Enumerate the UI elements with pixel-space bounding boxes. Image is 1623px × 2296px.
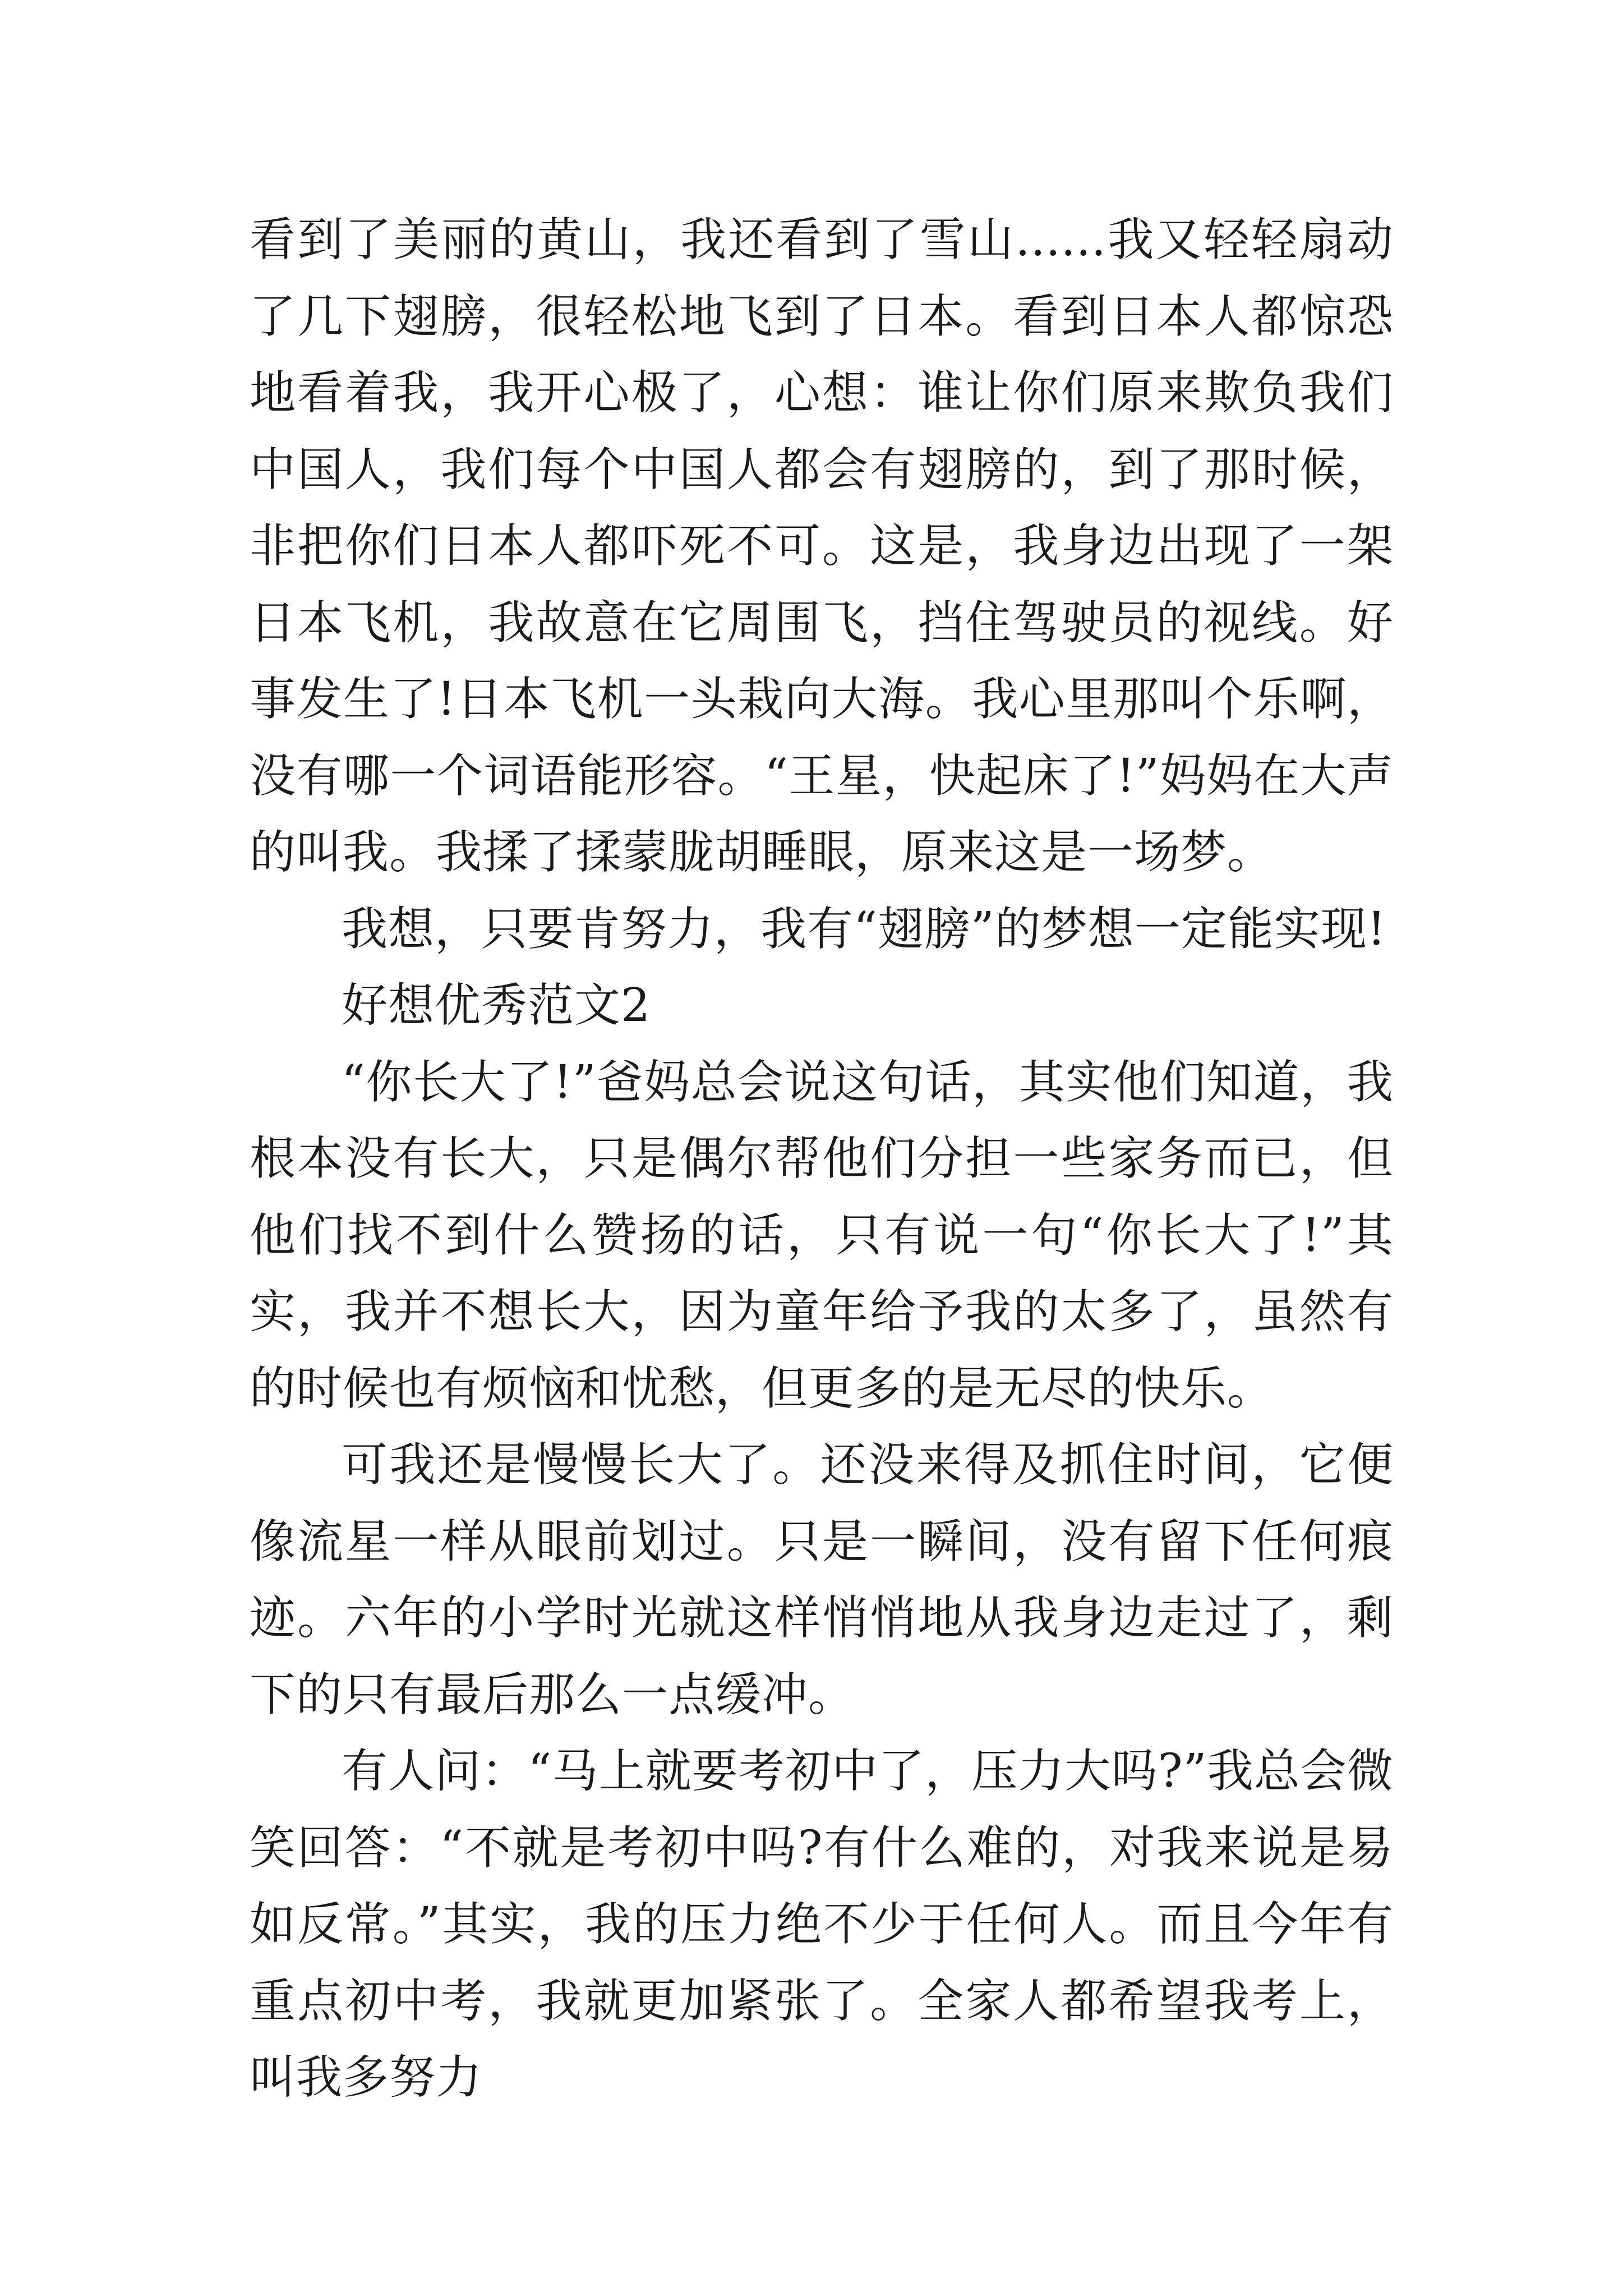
document-body [250,202,1394,2116]
paragraph: “你长大了!”爸妈总会说这句话，其实他们知道，我根本没有长大，只是偶尔帮他们分担一些家务而已，但他们找不到什么赞扬的话，只有说一句“你长大了!”其实，我并不想长大，因为童年给予我的太多了，虽然有的时候也有烦恼和忧愁，但更多的是无尽的快乐。 [250,1055,1394,1415]
paragraph: 有人问：“马上就要考初中了，压力大吗?”我总会微笑回答：“不就是考初中吗?有什么难的，对我来说是易如反常。”其实，我的压力绝不少于任何人。而且今年有重点初中考，我就更加紧张了。全家人都希望我考上，叫我多努力 [250,1745,1394,2104]
paragraph: 看到了美丽的黄山，我还看到了雪山......我又轻轻扇动了几下翅膀，很轻松地飞到了日本。看到日本人都惊恐地看着我，我开心极了，心想：谁让你们原来欺负我们中国人，我们每个中国人都会有翅膀的，到了那时候，非把你们日本人都吓死不可。这是，我身边出现了一架日本飞机，我故意在它周围飞，挡住驾驶员的视线。好事发生了!日本飞机一头栽向大海。我心里那叫个乐啊，没有哪一个词语能形容。“王星，快起床了!”妈妈在大声的叫我。我揉了揉蒙胧胡睡眼，原来这是一场梦。 [250,213,1394,879]
paragraph: 可我还是慢慢长大了。还没来得及抓住时间，它便像流星一样从眼前划过。只是一瞬间，没有留下任何痕迹。六年的小学时光就这样悄悄地从我身边走过了，剩下的只有最后那么一点缓冲。 [250,1438,1394,1722]
paragraph: 我想，只要肯努力，我有“翅膀”的梦想一定能实现! [342,902,1386,956]
section-heading: 好想优秀范文2 [342,979,651,1032]
